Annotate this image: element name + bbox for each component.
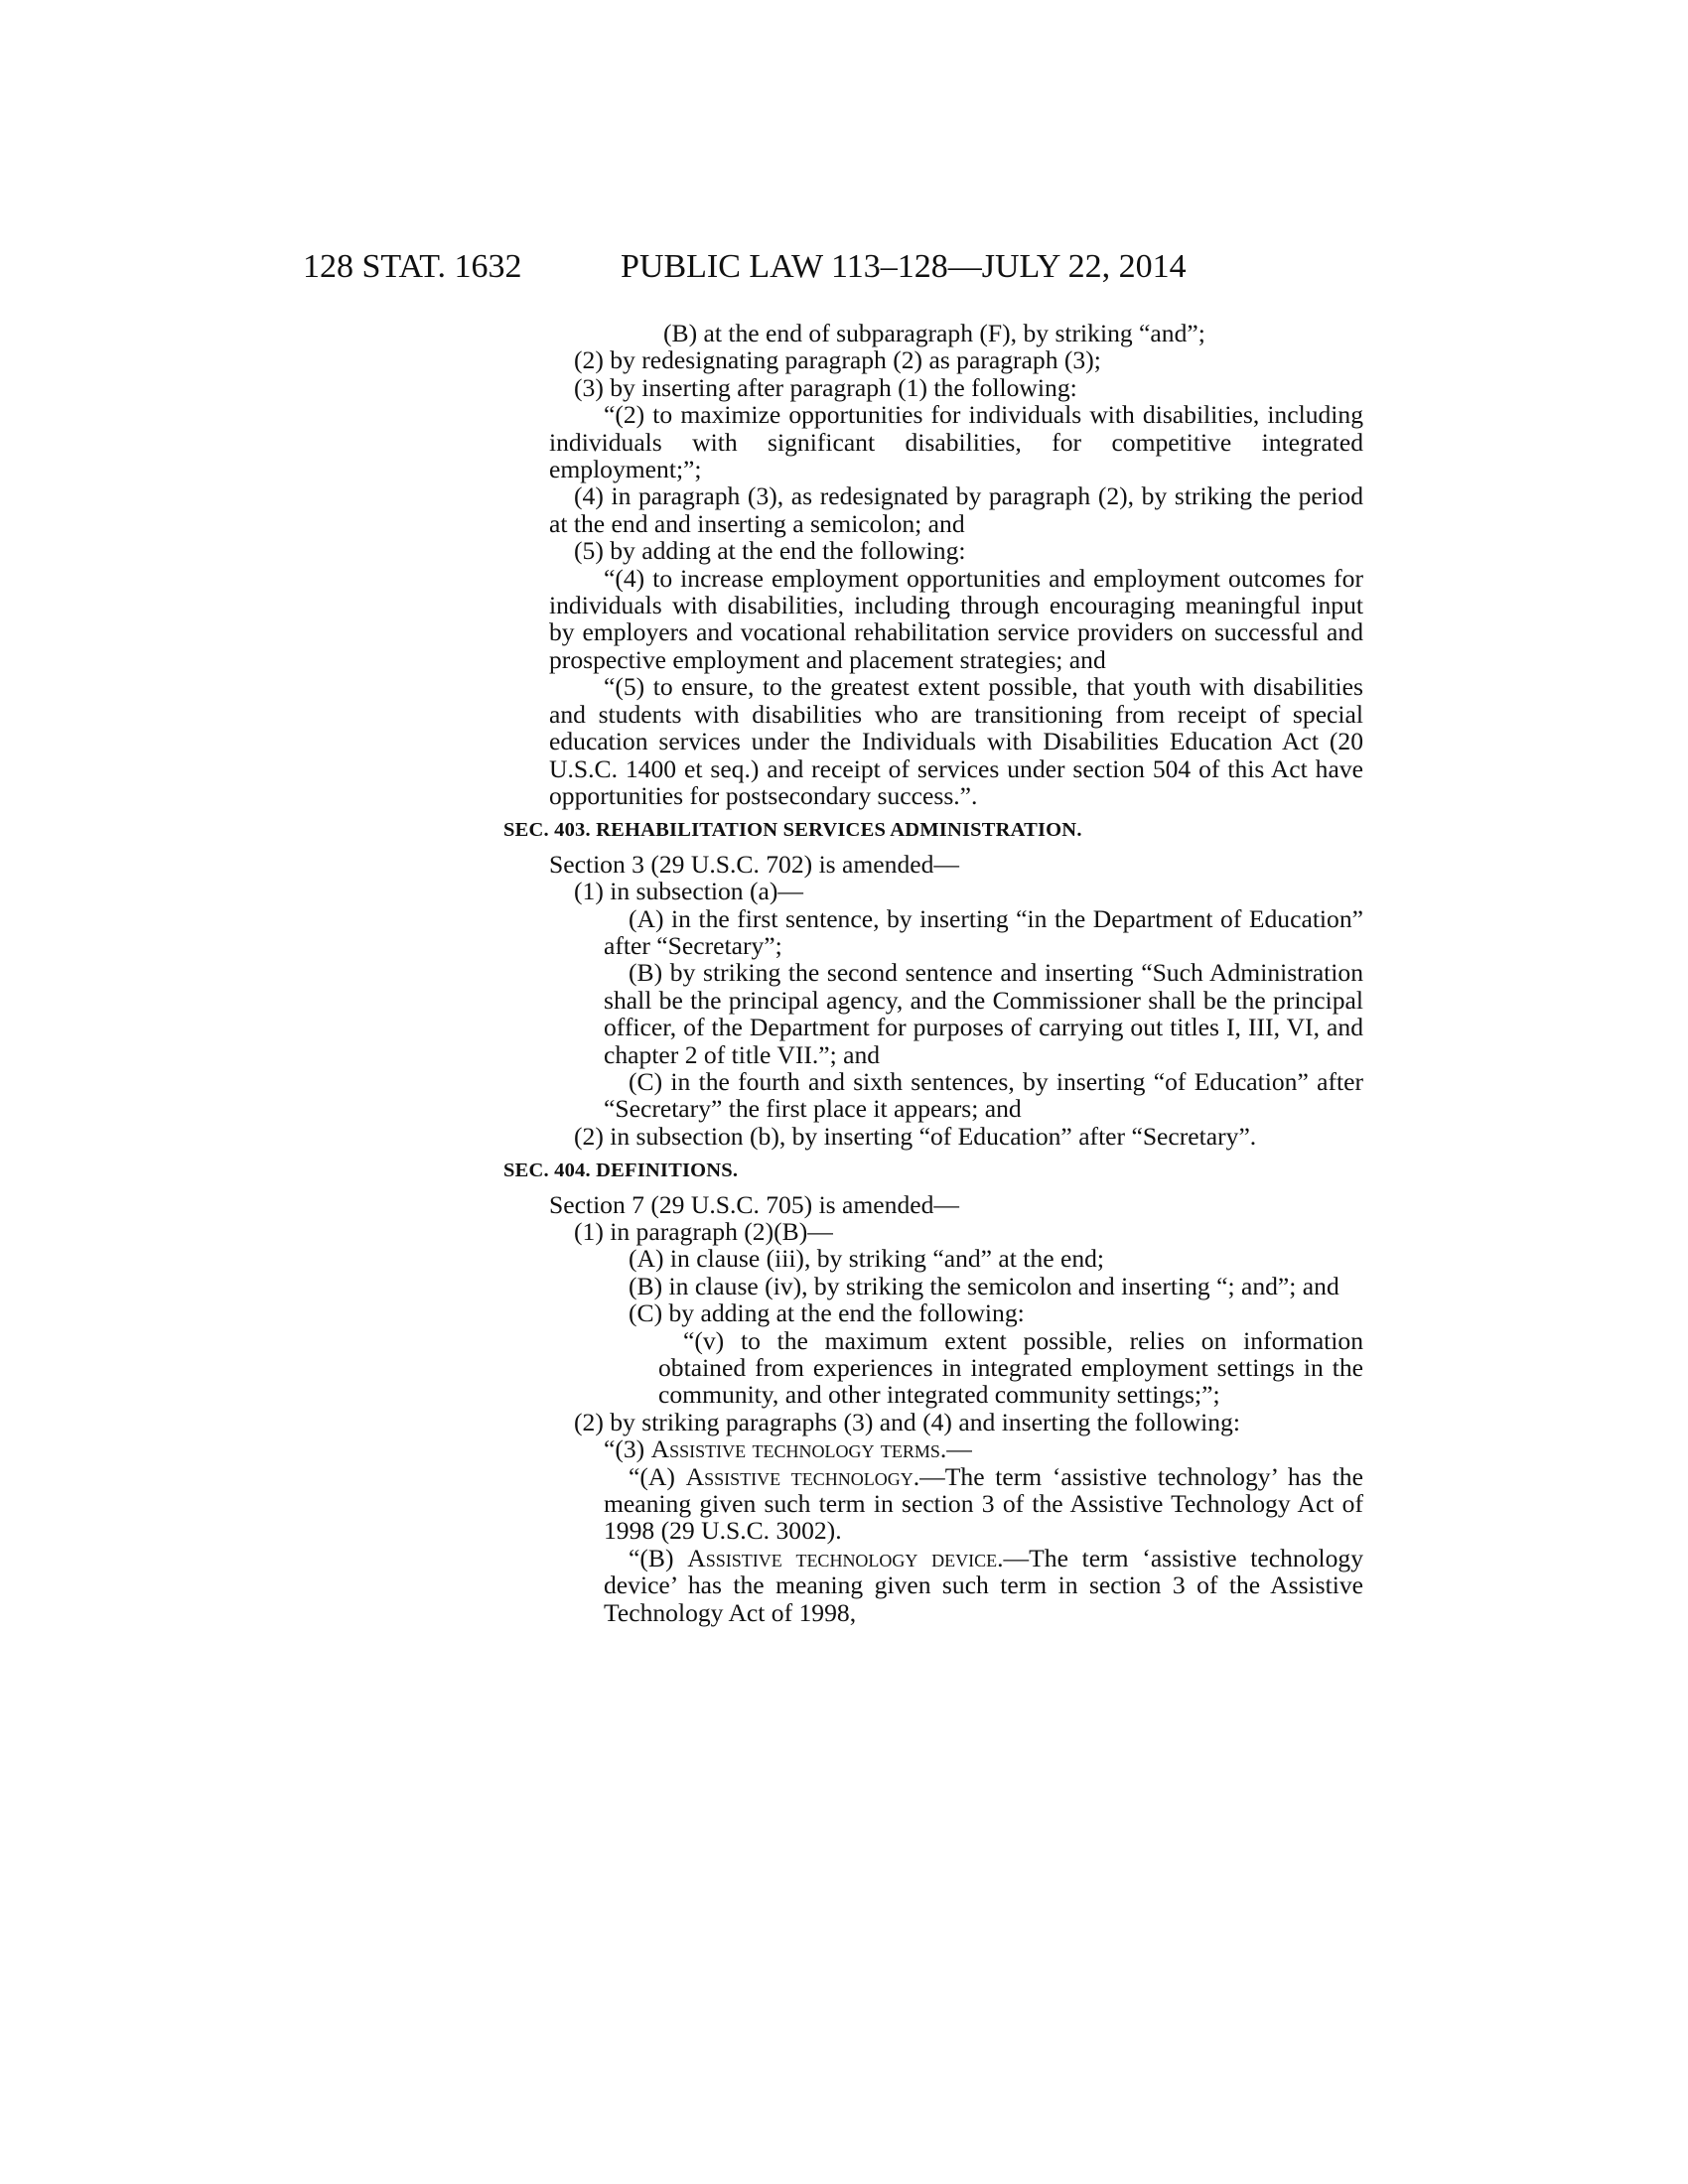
section-heading-403: SEC. 403. REHABILITATION SERVICES ADMINISTRATION. bbox=[503, 819, 1082, 842]
para-text: (2) in subsection (b), by inserting “of Education” after “Secretary”. bbox=[574, 1121, 1257, 1151]
definition-paragraph bbox=[604, 1463, 1363, 1545]
para-number: “(B) bbox=[629, 1543, 688, 1572]
definition-term: Assistive technology bbox=[685, 1461, 914, 1491]
para-text: (C) by adding at the end the following: bbox=[629, 1298, 1025, 1328]
para-text: Section 7 (29 U.S.C. 705) is amended— bbox=[549, 1189, 960, 1219]
stat-reference: 128 STAT. 1632 bbox=[303, 248, 522, 285]
para-text: “(2) to maximize opportunities for individuals with disabilities, including individuals with significant disabilities, for competitive integrated employment;”; bbox=[549, 400, 1363, 484]
para-text: Section 3 (29 U.S.C. 702) is amended— bbox=[549, 849, 960, 879]
definition-term: Assistive technology terms bbox=[650, 1434, 940, 1464]
para-text: (B) at the end of subparagraph (F), by striking “and”; bbox=[663, 319, 1205, 347]
para-text: (A) in the first sentence, by inserting “in the Department of Education” after “Secretary”; bbox=[604, 903, 1363, 960]
para-text: “(4) to increase employment opportunities and employment outcomes for individuals with disabilities, including through encouraging meaningful input by employers and vocational rehabilitation service providers on successful and prospective employment and placement strategies; and bbox=[549, 563, 1363, 674]
para-text: “(5) to ensure, to the greatest extent possible, that youth with disabilities and students with disabilities who are transitioning from receipt of special education services under the Individuals with Disabilities Education Act (20 U.S.C. 1400 et seq.) and receipt of services under section 504 of this Act have opportunities for postsecondary success.”. bbox=[549, 672, 1363, 810]
definition-heading bbox=[549, 1435, 1363, 1462]
para-text: (3) by inserting after paragraph (1) the following: bbox=[574, 372, 1077, 402]
para-text: .—The term ‘assistive technology’ has the meaning given such term in section 3 of the Assistive Technology Act of 1998 (29 U.S.C. 3002). bbox=[604, 1461, 1363, 1546]
para-number: “(3) bbox=[604, 1434, 651, 1464]
para-text: (4) in paragraph (3), as redesignated by paragraph (2), by striking the period at the end and inserting a semicolon; and bbox=[549, 481, 1363, 538]
para-text: (C) in the fourth and sixth sentences, by inserting “of Education” after “Secretary” the first place it appears; and bbox=[604, 1066, 1363, 1124]
para-text: (A) in clause (iii), by striking “and” at the end; bbox=[629, 1244, 1105, 1274]
document-body bbox=[503, 319, 1364, 1627]
definition-term: Assistive technology device bbox=[687, 1543, 998, 1572]
para-text: (5) by adding at the end the following: bbox=[574, 536, 966, 566]
para-text: .—The term ‘assistive technology device’ has the meaning given such term in section 3 of the Assistive Technology Act of 1998, bbox=[604, 1543, 1364, 1627]
definition-paragraph bbox=[604, 1545, 1363, 1626]
section-heading-404: SEC. 404. DEFINITIONS. bbox=[503, 1160, 739, 1182]
para-text: .— bbox=[939, 1434, 972, 1464]
para-text: (B) by striking the second sentence and inserting “Such Administration shall be the principal agency, and the Commissioner shall be the principal officer, of the Department for purposes of carrying out titles I, III, VI, and chapter 2 of title VII.”; and bbox=[604, 958, 1363, 1069]
para-text: (2) by striking paragraphs (3) and (4) and inserting the following: bbox=[574, 1407, 1240, 1436]
running-header-title: PUBLIC LAW 113–128—JULY 22, 2014 bbox=[621, 248, 1187, 285]
para-text: (1) in paragraph (2)(B)— bbox=[574, 1217, 833, 1246]
para-text: (B) in clause (iv), by striking the semicolon and inserting “; and”; and bbox=[629, 1271, 1339, 1300]
para-text: “(v) to the maximum extent possible, relies on information obtained from experiences in integrated employment settings in the community, and other integrated community settings;”; bbox=[658, 1325, 1363, 1410]
para-text: (1) in subsection (a)— bbox=[574, 877, 803, 906]
para-number: “(A) bbox=[629, 1461, 686, 1491]
para-text: (2) by redesignating paragraph (2) as paragraph (3); bbox=[574, 345, 1101, 375]
